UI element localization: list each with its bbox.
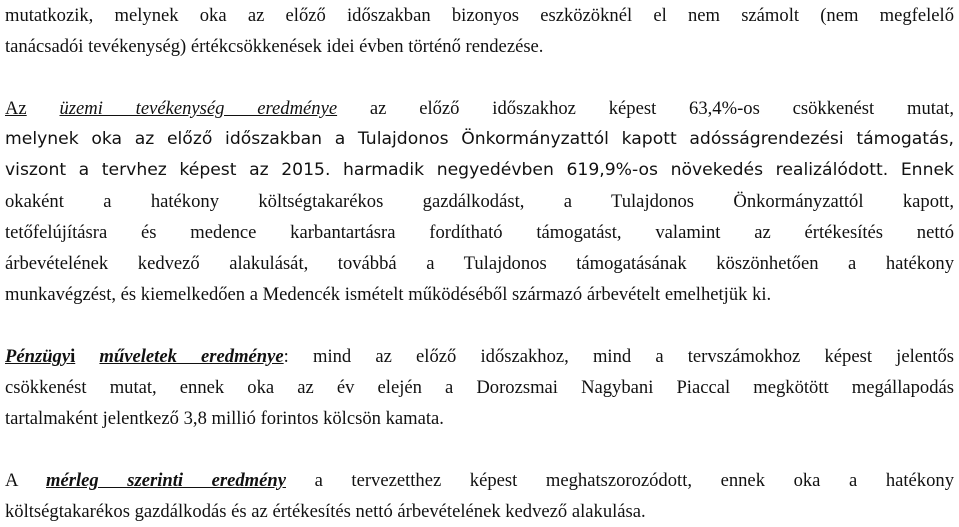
text-line: csökkenést mutat, ennek oka az év elején a Dorozsmai Nagybani Piaccal megkötött megállapodás <box>5 377 954 398</box>
text-line: viszont a tervhez képest az 2015. harmadik negyedévben 619,9%-os növekedés realizálódott. Ennek <box>5 160 954 180</box>
term-financial-a: Pénzügy <box>5 346 71 367</box>
term-financial-c: műveletek eredménye <box>99 346 284 367</box>
text-line <box>5 465 954 496</box>
line-rest: a tervezetthez képest meghatszorozódott, ennek oka a hatékony <box>314 470 954 491</box>
lead-word: A <box>5 470 18 491</box>
text-line: okaként a hatékony költségtakarékos gazdálkodást, a Tulajdonos Önkormányzattól kapott, <box>5 191 954 212</box>
paragraph-spacer <box>5 310 954 341</box>
text-line: melynek oka az előző időszakban a Tulajdonos Önkormányzattól kapott adósságrendezési támogatás, <box>5 129 954 149</box>
text-line: munkavégzést, és kiemelkedően a Medencék ismételt működéséből származó árbevételt emelhetjük ki. <box>5 284 772 305</box>
text-line <box>5 341 954 372</box>
paragraph-intro <box>5 0 954 62</box>
paragraph-balance-result <box>5 465 954 527</box>
text-line: tartalmaként jelentkező 3,8 millió forintos kölcsön kamata. <box>5 408 444 429</box>
term-operating-result: üzemi tevékenység eredménye <box>59 98 338 119</box>
paragraph-financial-result <box>5 341 954 434</box>
line-rest: : mind az előző időszakhoz, mind a tervszámokhoz képest jelentős <box>283 346 954 367</box>
paragraph-spacer <box>5 434 954 465</box>
text-line: tetőfelújításra és medence karbantartásra fordítható támogatást, valamint az értékesítés nettó <box>5 222 954 243</box>
line-rest: az előző időszakhoz képest 63,4%-os csökkenést mutat, <box>369 98 954 119</box>
term-balance-result: mérleg szerinti eredmény <box>46 470 286 491</box>
text-line <box>5 93 954 124</box>
paragraph-operating-result <box>5 93 954 310</box>
document-page <box>5 0 954 527</box>
text-line: mutatkozik, melynek oka az előző időszakban bizonyos eszközöknél el nem számolt (nem megfelelő <box>5 5 954 26</box>
term-financial-b: i <box>70 346 76 367</box>
text-line: költségtakarékos gazdálkodás és az értékesítés nettó árbevételének kedvező alakulása. <box>5 501 646 522</box>
lead-word: Az <box>5 98 27 119</box>
text-line: árbevételének kedvező alakulását, továbbá a Tulajdonos támogatásának köszönhetően a hatékony <box>5 253 954 274</box>
paragraph-spacer <box>5 62 954 93</box>
text-line: tanácsadói tevékenység) értékcsökkenések idei évben történő rendezése. <box>5 36 544 57</box>
